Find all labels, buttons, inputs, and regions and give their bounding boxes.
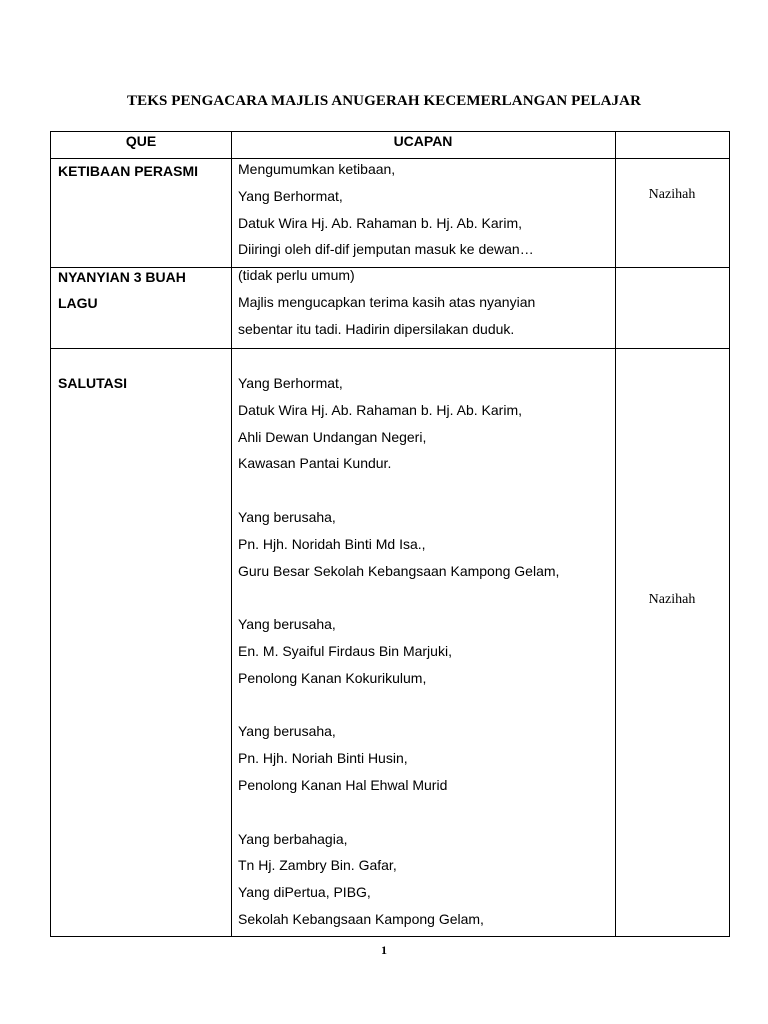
row-que	[51, 264, 231, 316]
ucapan-line: Yang berusaha,	[238, 616, 336, 633]
row-ucapan	[231, 370, 615, 933]
ucapan-line: Pn. Hjh. Noriah Binti Husin,	[238, 750, 408, 767]
ucapan-line: (tidak perlu umum)	[238, 267, 355, 283]
ucapan-line: Sekolah Kebangsaan Kampong Gelam,	[238, 910, 484, 927]
ucapan-blank-line	[238, 799, 615, 826]
row-name: Nazihah	[648, 187, 696, 202]
ucapan-line: Yang berusaha,	[238, 508, 336, 525]
ucapan-blank-line	[238, 584, 615, 611]
ucapan-line: Ahli Dewan Undangan Negeri,	[238, 428, 427, 445]
row-name: Nazihah	[648, 592, 696, 607]
ucapan-line: sebentar itu tadi. Hadirin dipersilakan duduk.	[238, 320, 515, 337]
column-divider	[615, 132, 616, 936]
header-ucapan: UCAPAN	[393, 133, 453, 149]
document-title: TEKS PENGACARA MAJLIS ANUGERAH KECEMERLANGAN PELAJAR	[127, 93, 641, 109]
ucapan-line: Tn Hj. Zambry Bin. Gafar,	[238, 857, 397, 874]
row-ucapan	[231, 156, 615, 263]
speech-table	[50, 131, 730, 937]
ucapan-line: Datuk Wira Hj. Ab. Rahaman b. Hj. Ab. Karim,	[238, 214, 522, 231]
ucapan-line: Majlis mengucapkan terima kasih atas nyanyian	[238, 293, 536, 310]
ucapan-line: Mengumumkan ketibaan,	[238, 161, 396, 177]
ucapan-blank-line	[238, 477, 615, 504]
ucapan-line: Guru Besar Sekolah Kebangsaan Kampong Gelam,	[238, 562, 560, 579]
row-divider	[51, 348, 729, 349]
row-que-line: LAGU	[58, 295, 98, 311]
ucapan-line: Yang berusaha,	[238, 723, 336, 740]
ucapan-line: Yang Berhormat,	[238, 187, 343, 204]
ucapan-line: Pn. Hjh. Noridah Binti Md Isa.,	[238, 535, 426, 552]
ucapan-line: Diiringi oleh dif-dif jemputan masuk ke dewan…	[238, 241, 534, 258]
ucapan-blank-line	[238, 692, 615, 719]
page-number: 1	[381, 943, 387, 957]
row-que: KETIBAAN PERASMI	[58, 163, 199, 179]
header-que: QUE	[125, 133, 157, 149]
ucapan-line: Yang diPertua, PIBG,	[238, 884, 371, 901]
ucapan-line: En. M. Syaiful Firdaus Bin Marjuki,	[238, 642, 452, 659]
header-extra	[615, 132, 729, 158]
ucapan-line: Penolong Kanan Hal Ehwal Murid	[238, 776, 448, 793]
ucapan-line: Penolong Kanan Kokurikulum,	[238, 669, 427, 686]
ucapan-line: Yang Berhormat,	[238, 375, 343, 391]
row-que: SALUTASI	[58, 375, 127, 391]
row-ucapan	[231, 262, 615, 342]
ucapan-line: Yang berbahagia,	[238, 830, 348, 847]
ucapan-line: Datuk Wira Hj. Ab. Rahaman b. Hj. Ab. Karim,	[238, 401, 522, 418]
ucapan-line: Kawasan Pantai Kundur.	[238, 455, 392, 472]
row-que-line: NYANYIAN 3 BUAH	[58, 269, 186, 285]
